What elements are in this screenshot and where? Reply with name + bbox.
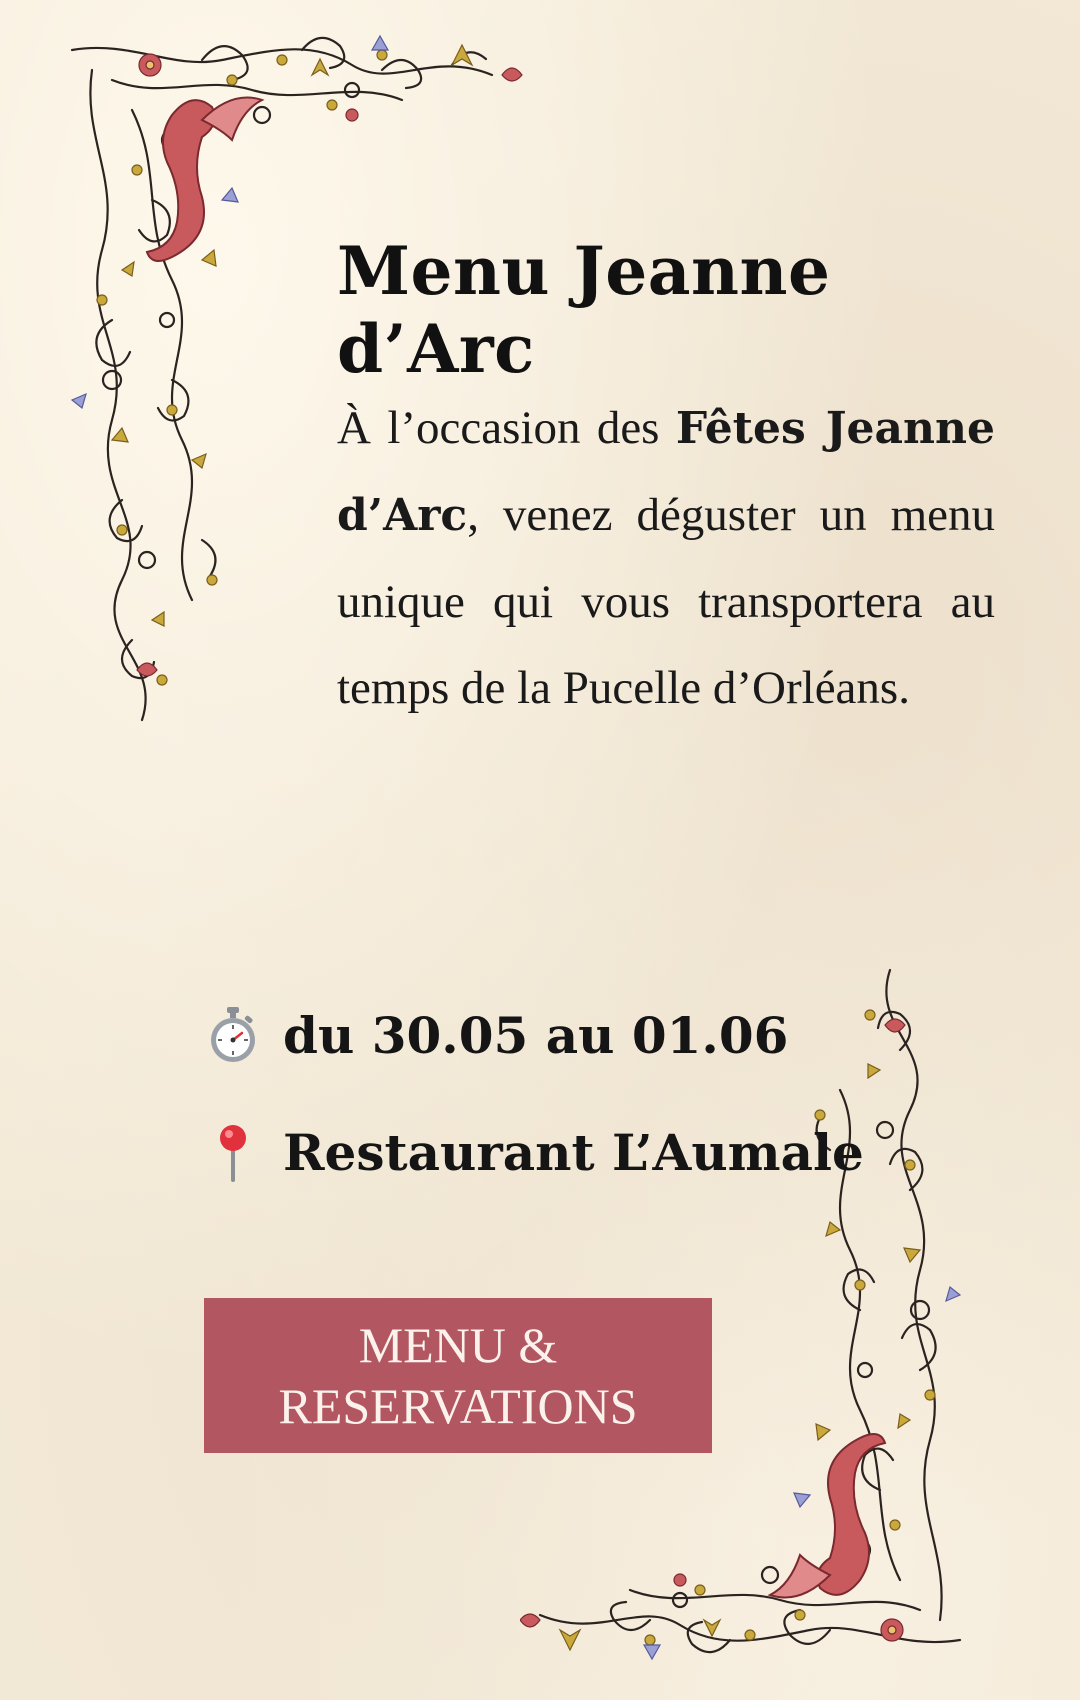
menu-reservations-label: MENU & RESERVATIONS — [278, 1316, 638, 1434]
menu-reservations-button[interactable] — [204, 1298, 712, 1453]
intro-event-name: Fêtes Jeanne d’Arc — [337, 403, 996, 541]
event-dates: du 30.05 au 01.06 — [283, 1005, 789, 1065]
intro-paragraph — [337, 385, 995, 731]
intro-text-end: , venez déguster un menu unique qui vous transportera au temps de la Pucelle d’Orléans. — [337, 489, 995, 714]
event-location: Restaurant L’Aumale — [283, 1122, 864, 1182]
intro-text-start: À l’occasion des — [337, 402, 676, 454]
round-pushpin-icon — [205, 1122, 261, 1182]
event-location-row — [205, 1122, 864, 1182]
stopwatch-icon — [205, 1005, 261, 1065]
event-dates-row — [205, 1005, 788, 1065]
page-title: Menu Jeanne d’Arc — [337, 232, 831, 388]
